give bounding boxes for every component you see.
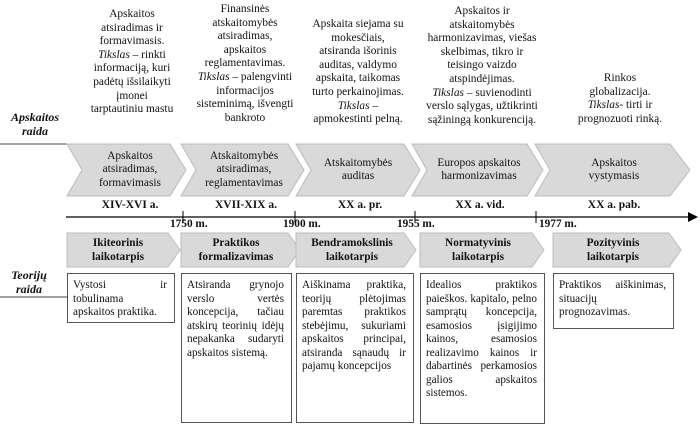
theory-title-line: Normatyvinis bbox=[445, 237, 511, 249]
period-label-3: XX a. pr. bbox=[337, 199, 383, 211]
goal-word: Tikslas bbox=[197, 70, 230, 83]
description-line: formavimasis. bbox=[99, 35, 165, 48]
stage-line: atsiradimas, bbox=[102, 163, 158, 176]
theory-row-label-line2: raida bbox=[15, 282, 42, 296]
goal-line: įmonei bbox=[116, 89, 148, 102]
description-line: apskaita, taikomas bbox=[315, 72, 401, 85]
stage-label-2 bbox=[192, 150, 296, 190]
goal-line: informaciją, kuri bbox=[93, 62, 171, 75]
theory-title-5 bbox=[556, 237, 670, 264]
stage-line: Apskaitos bbox=[591, 157, 637, 169]
stage-label-5 bbox=[552, 157, 676, 184]
stage-line: auditas bbox=[341, 170, 375, 183]
stage-line: Apskaitos bbox=[107, 150, 153, 162]
stage-line: Europos apskaitos bbox=[437, 157, 521, 169]
description-3 bbox=[298, 18, 418, 127]
theory-title-1 bbox=[70, 237, 166, 264]
stage-line: harmonizavimas bbox=[441, 170, 517, 183]
stage-line: Atskaitomybės bbox=[209, 150, 279, 162]
theory-box-2: Atsiranda grynojo verslo vertės koncepcija, tačiau atskirų teorinių idėjų nepakanka sudaryti apskaitos sistemą. bbox=[181, 273, 292, 423]
theory-box-5: Praktikos aiškinimas, situacijų prognozavimas. bbox=[553, 273, 674, 329]
year-label-1955: 1955 m. bbox=[397, 218, 435, 230]
goal-word: Tikslas bbox=[337, 99, 370, 112]
description-1 bbox=[72, 8, 192, 117]
theory-box-1: Vystosi ir tobulinama apskaitos praktika. bbox=[67, 273, 175, 323]
goal-line: sąžiningą konkurenciją. bbox=[427, 113, 537, 126]
description-line: Apskaitos ir bbox=[454, 5, 510, 17]
year-label-1750: 1750 m. bbox=[170, 218, 208, 230]
description-line: teisingo vaizdo bbox=[447, 59, 517, 72]
period-label-4: XX a. vid. bbox=[455, 199, 505, 211]
theory-title-line: laikotarpis bbox=[586, 250, 640, 263]
goal-line: – palengvinti bbox=[229, 70, 293, 83]
accounting-row-label bbox=[2, 110, 68, 138]
accounting-row-label-line1: Apskaitos bbox=[10, 110, 59, 124]
description-line: harmonizavimas, viešas bbox=[427, 32, 537, 45]
goal-word: Tikslas bbox=[98, 48, 130, 61]
goal-line: prognozuoti rinką. bbox=[577, 112, 663, 125]
goal-line: – suvienodinti bbox=[463, 86, 532, 99]
theory-title-2 bbox=[184, 237, 288, 264]
stage-line: vystymasis bbox=[588, 170, 640, 183]
description-line: mokesčiais, bbox=[331, 31, 385, 44]
theory-title-line: laikotarpis bbox=[325, 250, 379, 263]
description-line: Rinkos bbox=[603, 72, 637, 84]
goal-word: Tikslas bbox=[432, 86, 464, 99]
goal-line: verslo sąlygas, užtikrinti bbox=[426, 100, 538, 113]
stage-line: formavimasis bbox=[98, 176, 161, 189]
theory-box-3: Aiškinama praktika, teorijų plėtojimas paremtas praktikos stebėjimu, sukuriami apskaitos principai, atsiranda sąnaudų ir pajamų koncepcijos bbox=[296, 273, 414, 423]
description-line: skelbimas, tikro ir bbox=[440, 45, 524, 58]
description-line: apskaitos bbox=[223, 43, 267, 56]
description-line: turto perkainojimas. bbox=[312, 85, 404, 98]
goal-line: informacijos bbox=[216, 84, 274, 97]
year-label-1977: 1977 m. bbox=[539, 218, 577, 230]
period-label-2: XVII-XIX a. bbox=[215, 199, 277, 211]
description-line: Finansinės bbox=[220, 3, 270, 15]
stage-line: Atskaitomybės bbox=[323, 157, 393, 169]
description-line: globalizacija. bbox=[589, 85, 651, 98]
theory-title-3 bbox=[298, 237, 406, 264]
description-line: atskaitomybės bbox=[212, 16, 278, 29]
goal-word: Tikslas bbox=[587, 99, 620, 112]
description-line: reglamentavimas. bbox=[204, 57, 286, 70]
description-line: atspindėjimas. bbox=[449, 72, 515, 85]
theory-title-line: formalizavimas bbox=[198, 250, 274, 263]
goal-line: sisteminimą, išvengti bbox=[196, 98, 294, 111]
theory-title-line: Pozityvinis bbox=[586, 237, 640, 249]
description-line: atsiradimas ir bbox=[101, 21, 163, 34]
description-line: auditas, valdymo bbox=[319, 58, 397, 71]
stage-label-1 bbox=[80, 150, 180, 190]
accounting-row-label-line2: raida bbox=[21, 124, 48, 138]
goal-line: tarptautiniu mastu bbox=[90, 103, 174, 116]
theory-title-line: Praktikos bbox=[212, 237, 260, 249]
stage-line: atsiradimas, bbox=[216, 163, 272, 176]
goal-line: padėtų išsilaikyti bbox=[93, 75, 171, 88]
theory-row-label bbox=[2, 268, 56, 296]
goal-line: – rinkti bbox=[129, 48, 166, 61]
description-line: atskaitomybės bbox=[449, 18, 515, 31]
theory-row-label-line1: Teorijų bbox=[11, 268, 47, 282]
description-line: atsiradimas, bbox=[217, 30, 273, 43]
timeline-arrowhead bbox=[688, 212, 698, 222]
period-label-1: XIV-XVI a. bbox=[101, 199, 159, 211]
theory-title-4 bbox=[422, 237, 534, 264]
description-line: atsiranda išorinis bbox=[319, 45, 397, 58]
stage-label-3 bbox=[306, 157, 410, 184]
description-line: Apskaitos bbox=[109, 8, 155, 20]
goal-line: - tirti ir bbox=[619, 99, 653, 112]
description-2 bbox=[183, 3, 307, 125]
theory-title-line: Bendramokslinis bbox=[311, 237, 393, 249]
period-label-5: XX a. pab. bbox=[587, 199, 641, 211]
description-4 bbox=[416, 5, 548, 127]
year-label-1900: 1900 m. bbox=[283, 218, 321, 230]
description-5 bbox=[560, 72, 680, 126]
theory-title-line: Ikiteorinis bbox=[92, 237, 144, 249]
goal-line: bankroto bbox=[224, 111, 266, 124]
description-line: Apskaita siejama su bbox=[312, 18, 404, 30]
stage-label-4 bbox=[422, 157, 536, 184]
goal-line: – bbox=[369, 99, 379, 112]
theory-title-line: laikotarpis bbox=[91, 250, 145, 263]
theory-title-line: laikotarpis bbox=[451, 250, 505, 263]
stage-line: reglamentavimas bbox=[205, 176, 283, 189]
theory-box-4: Idealios praktikos paieškos. kapitalo, pelno samprątų koncepcija, esamosios įsigijimo kainos, esamosios realizavimo kainos ir dabartinės perkamosios galios apskaitos sistemos. bbox=[420, 273, 545, 424]
goal-line: apmokestinti pelną. bbox=[313, 113, 403, 126]
